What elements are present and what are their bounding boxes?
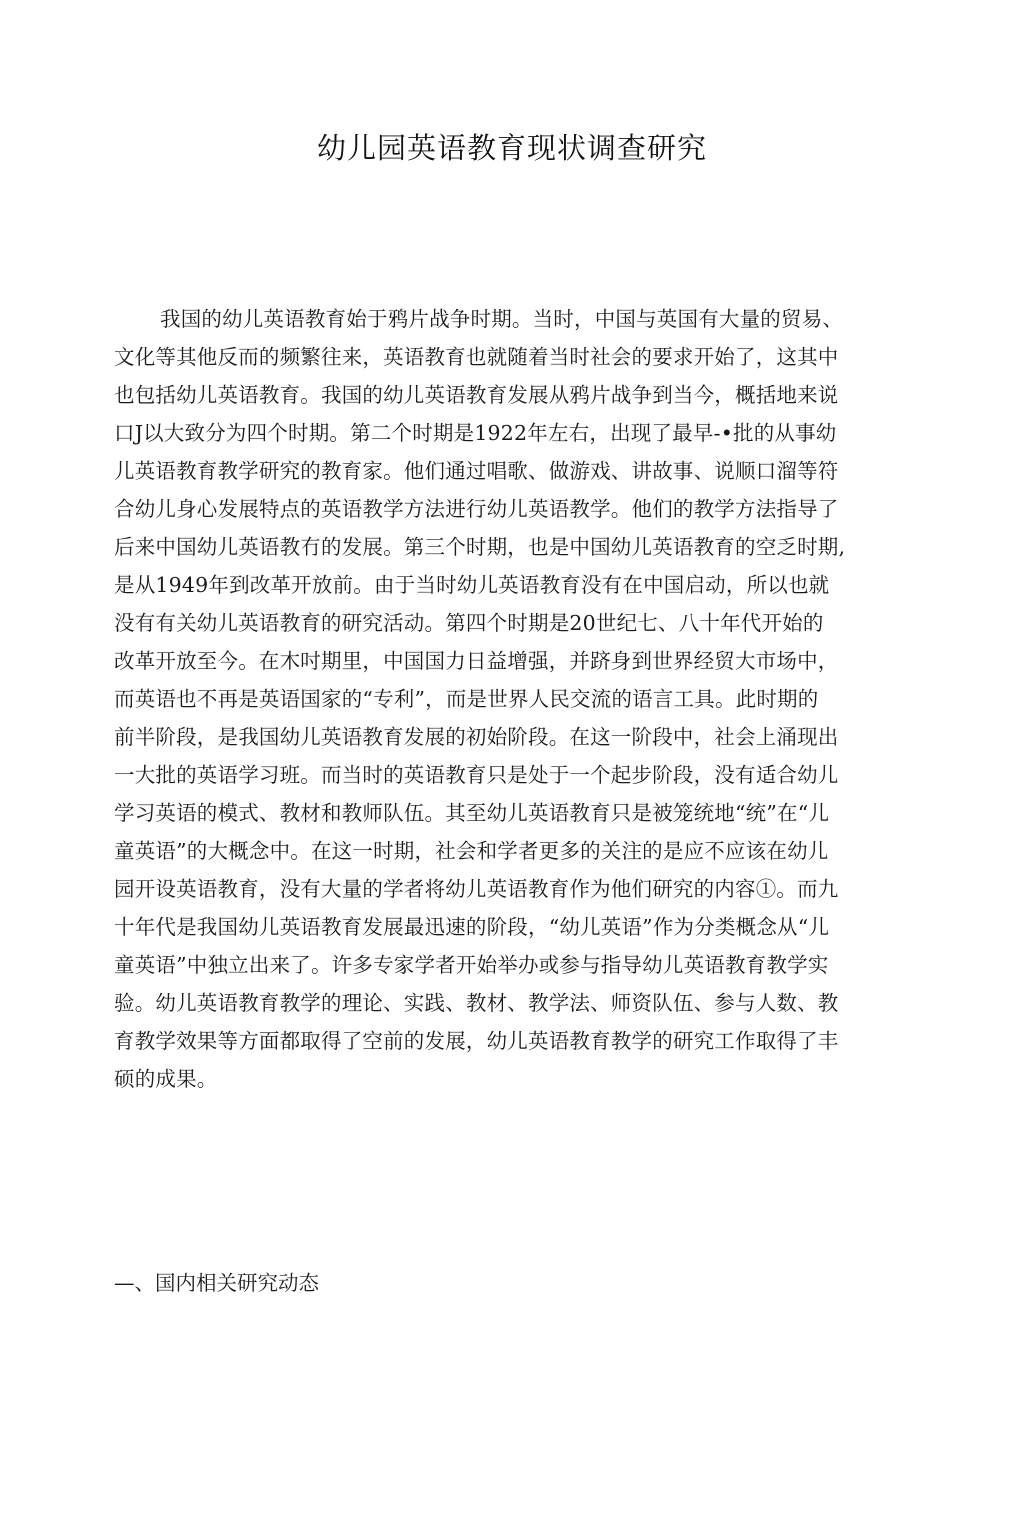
paragraph-line: 后来中国幼儿英语教冇的发展。第三个时期，也是中国幼儿英语教育的空乏时期, — [114, 535, 846, 559]
paragraph-line: 是从1949年到改革开放前。由于当时幼儿英语教育没有在中国启动，所以也就 — [114, 573, 830, 597]
paragraph-line: 我国的幼儿英语教育始于鸦片战争时期。当时，中国与英国有大量的贸易、 — [160, 307, 844, 331]
paragraph-line: 一大批的英语学习班。而当时的英语教育只是处于一个起步阶段，没有适合幼儿 — [114, 763, 839, 787]
paragraph-line: 也包括幼儿英语教育。我国的幼儿英语教育发展从鸦片战争到当今，概括地来说 — [114, 383, 839, 407]
paragraph-line: 合幼儿身心发展特点的英语教学方法进行幼儿英语教学。他们的教学方法指导了 — [114, 497, 839, 521]
paragraph-line: 前半阶段，是我国幼儿英语教育发展的初始阶段。在这一阶段中，社会上涌现出 — [114, 725, 839, 749]
paragraph-line: 园开设英语教育，没有大量的学者将幼儿英语教育作为他们研究的内容①。而九 — [114, 877, 839, 901]
paragraph-line: 儿英语教育教学研究的教育家。他们通过唱歌、做游戏、讲故事、说顺口溜等符 — [114, 459, 839, 483]
paragraph-line: 学习英语的模式、教材和教师队伍。其至幼儿英语教育只是被笼统地“统”在“儿 — [114, 801, 830, 825]
section-heading: —、国内相关研究动态 — [114, 1271, 319, 1295]
paragraph-line: 口J以大致分为四个时期。第二个时期是1922年左右，出现了最早-•批的从事幼 — [114, 421, 837, 445]
paragraph-line: 没有有关幼儿英语教育的研究活动。第四个时期是20世纪七、八十年代开始的 — [114, 611, 824, 635]
paragraph-line: 育教学效果等方面都取得了空前的发展，幼儿英语教育教学的研究工作取得了丰 — [114, 1029, 839, 1053]
paragraph-line: 硕的成果。 — [114, 1067, 218, 1091]
paragraph-line: 文化等其他反而的频繁往来，英语教育也就随着当时社会的要求开始了，这其中 — [114, 345, 839, 369]
document-title: 幼儿园英语教育现状调查研究 — [316, 131, 707, 165]
body-paragraph — [114, 300, 914, 1098]
paragraph-line: 验。幼儿英语教育教学的理论、实践、教材、教学法、师资队伍、参与人数、教 — [114, 991, 839, 1015]
paragraph-line: 而英语也不再是英语国家的“专利”，而是世界人民交流的语言工具。此时期的 — [114, 687, 819, 711]
paragraph-line: 十年代是我国幼儿英语教育发展最迅速的阶段，“幼儿英语”作为分类概念从“儿 — [114, 915, 830, 939]
paragraph-line: 童英语”的大概念中。在这一时期，社会和学者更多的关注的是应不应该在幼儿 — [114, 839, 829, 863]
paragraph-line: 童英语”中独立出来了。许多专家学者开始举办或参与指导幼儿英语教育教学实 — [114, 953, 829, 977]
paragraph-line: 改革开放至今。在木吋期里，中国国力日益增强，并跻身到世界经贸大市场中， — [114, 649, 839, 673]
